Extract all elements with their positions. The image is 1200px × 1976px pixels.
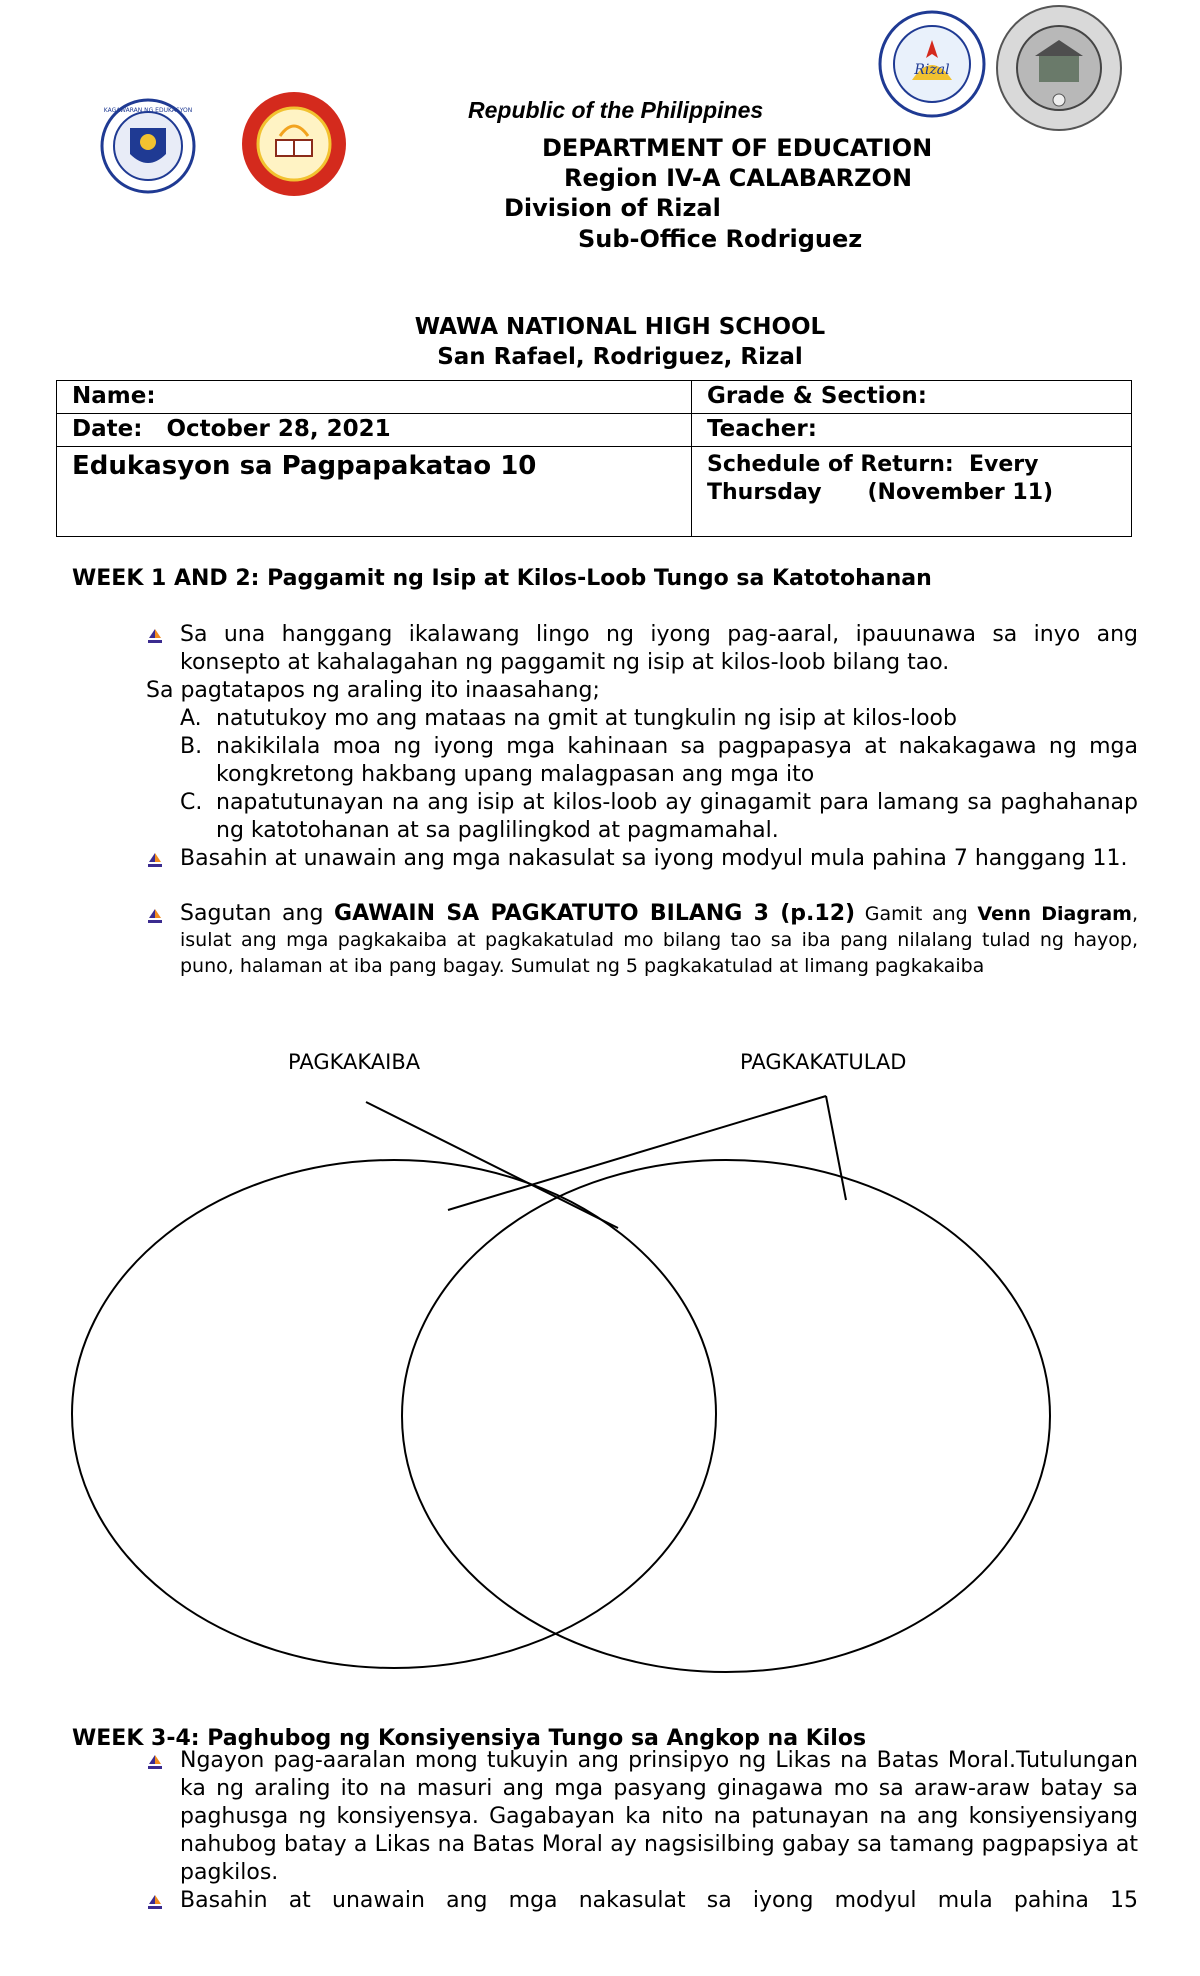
bullet3-gawain: GAWAIN SA PAGKATUTO BILANG 3 (p.12) [334,901,856,926]
arrow-bullet-icon [146,852,164,870]
pagkakaiba-pointer [366,1102,618,1228]
pagkakatulad-pointer-right [826,1096,846,1200]
school-name: WAWA NATIONAL HIGH SCHOOL [414,314,826,340]
name-cell [57,381,692,414]
subject-title: Edukasyon sa Pagpapakatao 10 [72,451,537,481]
bullet3-gamit: Gamit ang [855,903,978,925]
region-heading: Region IV-A CALABARZON [564,164,913,192]
date-cell [57,414,692,447]
rizal-seal [878,10,986,118]
bullet3-rest: , isulat ang mga pagkakaiba at pagkakatulad mo bilang tao sa iba pang nilalang tulad ng hayop, puno, halaman at iba pang bagay. Sumulat ng 5 pagkakatulad at limang pagkakaiba [180,903,1138,977]
week12-bullet1: Sa una hanggang ikalawang lingo ng iyong pag-aaral, ipauunawa sa inyo ang konsepto at kahalagahan ng paggamit ng isip at kilos-loob bilang tao. [180,622,1138,675]
week12-intro: Sa pagtatapos ng araling ito inaasahang; [146,678,600,703]
date-label: Date: [72,416,143,442]
arrow-bullet-icon [146,908,164,926]
objective-a-text: natutukoy mo ang mataas na gmit at tungkulin ng isip at kilos-loob [216,706,957,731]
objective-c-text: napatutunayan na ang isip at kilos-loob ay ginagamit para lamang sa paghahanap ng katotohanan at sa paglilingkod at pagmamahal. [216,790,1138,843]
week12-title: WEEK 1 AND 2: Paggamit ng Isip at Kilos-Loob Tungo sa Katotohanan [72,566,932,591]
schedule-line1: Schedule of Return: Every [707,452,1039,477]
schedule-cell [692,447,1132,537]
week34-bullet2: Basahin at unawain ang mga nakasulat sa iyong modyul mula pahina 15 [180,1888,1138,1913]
svg-text:KAGAWARAN NG EDUKASYON: KAGAWARAN NG EDUKASYON [103,107,193,114]
deped-calabarzon-seal [240,90,348,198]
svg-text:Rizal: Rizal [914,62,950,78]
venn-diagram [0,1080,1200,1700]
teacher-label: Teacher: [707,416,817,442]
venn-left-ellipse [72,1160,716,1668]
objective-a-letter: A. [180,706,202,731]
teacher-cell [692,414,1132,447]
division-heading: Division of Rizal [504,194,721,222]
objective-c-letter: C. [180,790,203,815]
grade-cell [692,381,1132,414]
department-heading: DEPARTMENT OF EDUCATION [542,134,933,162]
wawa-nhs-seal [995,4,1123,132]
week12-bullet2: Basahin at unawain ang mga nakasulat sa iyong modyul mula pahina 7 hanggang 11. [180,846,1128,871]
pagkakatulad-pointer-left [448,1096,826,1210]
week34-bullet1: Ngayon pag-aaralan mong tukuyin ang prinsipyo ng Likas na Batas Moral.Tutulungan ka ng araling ito na masuri ang mga pasyang ginagawa mo sa araw-araw batay sa paghusga ng konsiyensya. Gagabayan ka nito na patunayan na ang konsiyensiyang nahubog batay a Likas na Batas Moral ay nagsisilbing gabay sa tamang pagpapsiya at pagkilos. [180,1748,1138,1885]
date-value: October 28, 2021 [166,416,391,442]
venn-right-ellipse [402,1160,1050,1672]
objective-b-text: nakikilala moa ng iyong mga kahinaan sa pagpapasya at nakakagawa ng mga kongkretong hakbang upang malagpasan ang mga ito [216,734,1138,787]
grade-label: Grade & Section: [707,383,927,409]
bullet3-sagutan: Sagutan ang [180,901,335,926]
info-table [56,380,1132,537]
objective-b-letter: B. [180,734,203,759]
arrow-bullet-icon [146,1754,164,1772]
deped-seal [100,98,196,194]
week34-title: WEEK 3-4: Paghubog ng Konsiyensiya Tungo sa Angkop na Kilos [72,1726,867,1751]
school-address: San Rafael, Rodriguez, Rizal [437,344,803,370]
schedule-line2: Thursday (November 11) [707,480,1054,505]
week12-bullet3 [180,901,1138,979]
republic-heading: Republic of the Philippines [468,97,764,123]
suboffice-heading: Sub-Office Rodriguez [578,225,863,253]
name-label: Name: [72,383,156,409]
venn-label-pagkakaiba: PAGKAKAIBA [288,1050,421,1074]
venn-label-pagkakatulad: PAGKAKATULAD [740,1050,907,1074]
bullet3-venn: Venn Diagram [977,903,1132,925]
arrow-bullet-icon [146,1894,164,1912]
subject-cell [57,447,692,537]
arrow-bullet-icon [146,628,164,646]
